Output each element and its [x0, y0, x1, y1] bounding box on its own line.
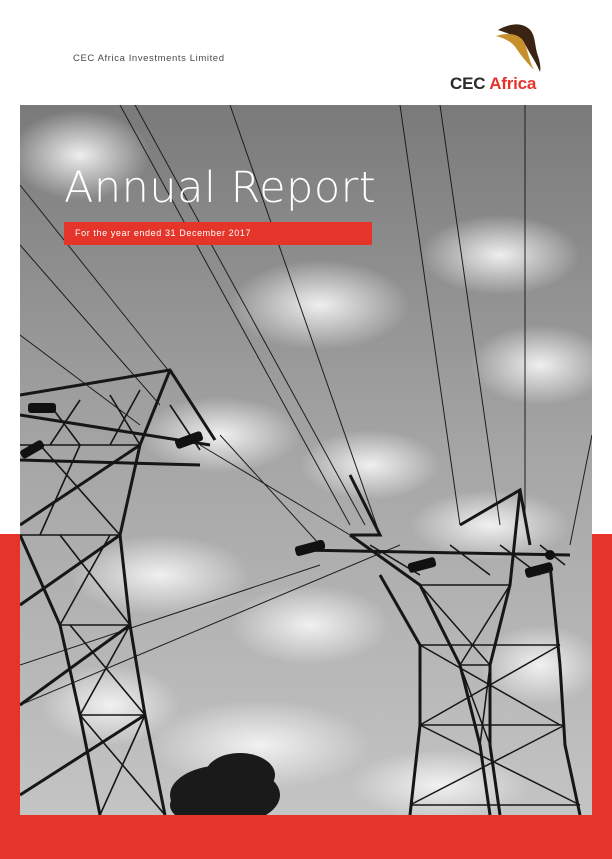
stylized-swoosh-icon	[494, 22, 544, 74]
subtitle-bar	[64, 222, 372, 245]
cec-africa-logo	[446, 22, 556, 94]
company-name: CEC Africa Investments Limited	[73, 53, 225, 64]
report-title: Annual Report	[64, 163, 377, 213]
logo-text-africa: Africa	[489, 74, 537, 93]
logo-text-cec: CEC	[450, 74, 486, 93]
report-subtitle: For the year ended 31 December 2017	[75, 228, 252, 238]
